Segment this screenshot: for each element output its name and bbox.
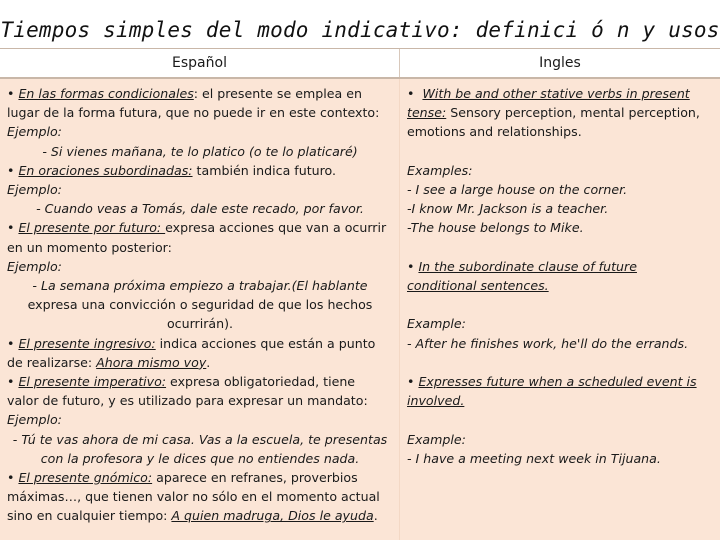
example-en-label-2: Example: bbox=[407, 316, 466, 332]
gno-text-b: máximas…, que tienen valor no sólo en el momento actual bbox=[7, 489, 380, 505]
example-en-label-3: Example: bbox=[407, 431, 466, 447]
sched-term-b: involved. bbox=[407, 393, 465, 409]
ing-line-b bbox=[7, 353, 393, 372]
example-text-3a: - La semana próxima empiezo a trabajar.(El hablante bbox=[32, 278, 368, 294]
gno-example: A quien madruga, Dios le ayuda bbox=[171, 508, 374, 524]
gno-end: . bbox=[373, 508, 378, 524]
sub-en-line: • In the subordinate clause of future bbox=[407, 258, 637, 274]
gno-text-a: aparece en refranes, proverbios bbox=[152, 470, 358, 486]
stat-line: • With be and other stative verbs in present bbox=[407, 86, 690, 101]
sub-text: también indica futuro. bbox=[192, 162, 337, 178]
example-text-1: - Si vienes mañana, te lo platico (o te lo platicaré) bbox=[42, 143, 358, 159]
examples-text-1b: -I know Mr. Jackson is a teacher. bbox=[407, 201, 609, 217]
imp-text-a: expresa obligatoriedad, tiene bbox=[166, 374, 356, 390]
example-text-3c: ocurrirán). bbox=[166, 316, 234, 332]
cond-term: En las formas condicionales bbox=[18, 86, 194, 101]
page-title: Tiempos simples del modo indicativo: definici ó n y usos bbox=[0, 18, 720, 42]
table-header-row bbox=[0, 49, 720, 79]
sched-term-a: Expresses future when a scheduled event is bbox=[418, 373, 697, 389]
spacer bbox=[407, 238, 714, 257]
sched-line: • Expresses future when a scheduled event is bbox=[407, 373, 697, 389]
stat-term: With be and other stative verbs in present bbox=[422, 86, 690, 101]
examples-text-1c: -The house belongs to Mike. bbox=[407, 220, 584, 236]
sub-en-term-b: conditional sentences. bbox=[407, 278, 549, 293]
example-label-4: Ejemplo: bbox=[7, 412, 62, 428]
comparison-table bbox=[0, 48, 720, 540]
cond-text-a: : el presente se emplea en bbox=[193, 86, 362, 101]
ing-text-a: indica acciones que están a punto bbox=[155, 335, 376, 351]
examples-text-1a: - I see a large house on the corner. bbox=[407, 182, 628, 197]
fut-term: El presente por futuro: bbox=[18, 220, 166, 236]
example-en-text-2: - After he finishes work, he'll do the errands. bbox=[407, 335, 689, 351]
spacer bbox=[407, 410, 714, 429]
sub-line: • En oraciones subordinadas: también indica futuro. bbox=[7, 162, 337, 178]
ing-term: El presente ingresivo: bbox=[18, 335, 156, 351]
example-label-1: Ejemplo: bbox=[7, 124, 62, 140]
stat-term-b: tense: bbox=[407, 105, 447, 121]
stat-text-b: emotions and relationships. bbox=[407, 124, 582, 140]
example-text-4b: con la profesora y le dices que no entiendes nada. bbox=[40, 450, 360, 466]
sub-term: En oraciones subordinadas: bbox=[18, 162, 193, 178]
example-text-4a: - Tú te vas ahora de mi casa. Vas a la escuela, te presentas bbox=[12, 431, 388, 447]
gno-term: El presente gnómico: bbox=[18, 470, 153, 486]
fut-line: • El presente por futuro: expresa acciones que van a ocurrir bbox=[7, 220, 387, 236]
gno-line-c bbox=[7, 506, 393, 525]
ing-line: • El presente ingresivo: indica acciones que están a punto bbox=[7, 335, 376, 351]
spacer bbox=[407, 295, 714, 314]
spacer bbox=[407, 353, 714, 372]
cond-text-b: lugar de la forma futura, que no puede ir en este contexto: bbox=[7, 105, 380, 121]
ing-end: . bbox=[206, 354, 211, 370]
ing-text-b: de realizarse: bbox=[7, 354, 97, 370]
spanish-column bbox=[0, 79, 400, 540]
imp-line: • El presente imperativo: expresa obligatoriedad, tiene bbox=[7, 374, 356, 390]
english-column bbox=[400, 79, 720, 540]
gno-line: • El presente gnómico: aparece en refranes, proverbios bbox=[7, 470, 358, 486]
fut-text-b: en un momento posterior: bbox=[7, 239, 172, 255]
imp-term: El presente imperativo: bbox=[18, 374, 167, 390]
example-text-3b: expresa una convicción o seguridad de que los hechos bbox=[27, 297, 373, 313]
fut-text-a: expresa acciones que van a ocurrir bbox=[165, 220, 387, 236]
stat-line-b bbox=[407, 103, 714, 122]
example-label-3: Ejemplo: bbox=[7, 258, 62, 274]
example-text-2: - Cuando veas a Tomás, dale este recado, por favor. bbox=[36, 201, 364, 217]
gno-text-c: sino en cualquier tiempo: bbox=[7, 508, 172, 524]
spacer bbox=[407, 142, 714, 161]
sub-en-term-a: In the subordinate clause of future bbox=[418, 258, 637, 274]
stat-text-a: Sensory perception, mental perception, bbox=[446, 105, 700, 121]
cond-line: • En las formas condicionales: el presente se emplea en bbox=[7, 86, 362, 101]
examples-label-1: Examples: bbox=[407, 162, 473, 178]
header-ingles: Ingles bbox=[539, 55, 581, 71]
ing-example: Ahora mismo voy bbox=[96, 354, 207, 370]
example-en-text-3: - I have a meeting next week in Tijuana. bbox=[407, 450, 661, 466]
table-body-row bbox=[0, 79, 720, 540]
header-espanol: Español bbox=[0, 49, 400, 77]
imp-text-b: valor de futuro, y es utilizado para expresar un mandato: bbox=[7, 393, 368, 409]
example-label-2: Ejemplo: bbox=[7, 182, 62, 198]
